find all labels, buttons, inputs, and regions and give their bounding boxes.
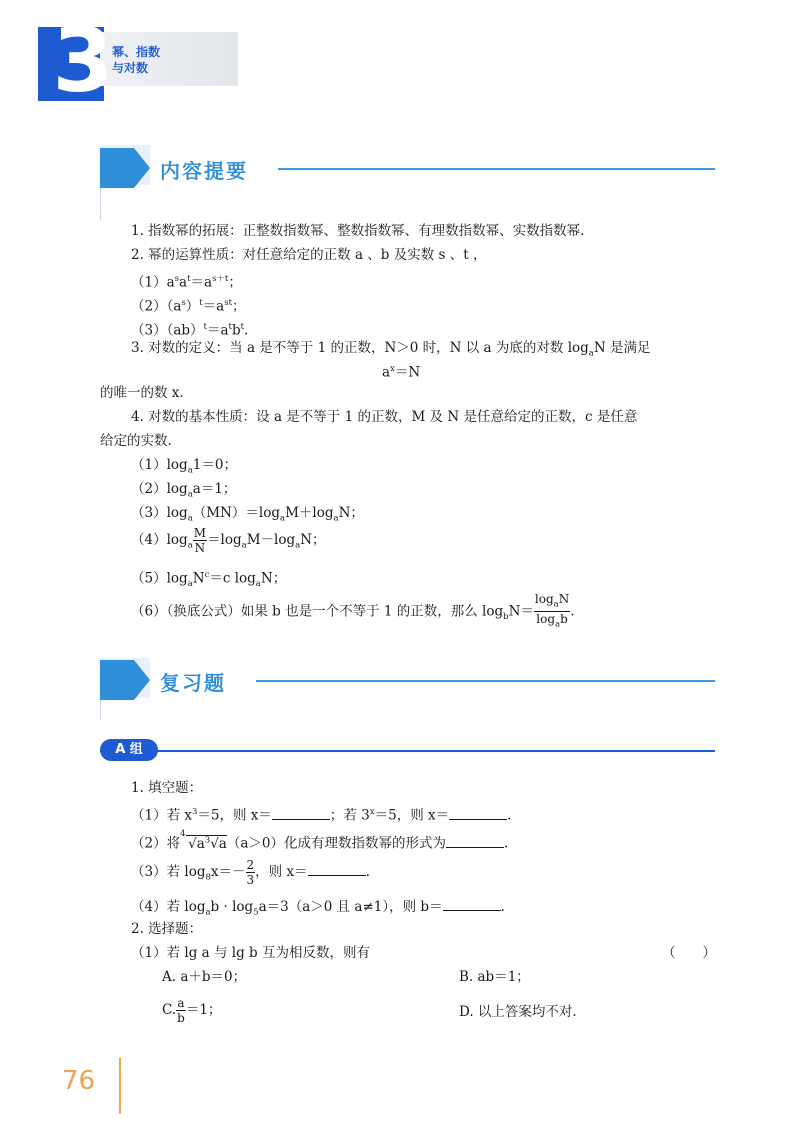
summary-item-2-3: $(3)(ab)^t=a^tb^t$. (131, 322, 249, 339)
group-a-badge: A 组 (100, 739, 158, 761)
property-2: $(2)\log_aa=1$； (131, 481, 237, 500)
question-2-title: 2. 选择题： (131, 921, 203, 937)
summary-line-3: 3. 对数的定义：当 a 是不等于 1 的正数，N＞0 时，N 以 a 为底的对数 $\log_aN$ 是满足 (131, 340, 651, 359)
page-number-bar (119, 1058, 121, 1114)
fraction: $\frac{M}{N}$ (193, 526, 207, 555)
option-d: D. 以上答案均不对. (459, 1004, 577, 1020)
summary-line-4: 4. 对数的基本性质：设 a 是不等于 1 的正数，M 及 N 是任意给定的正数，c 是任意 (131, 409, 638, 425)
section-title-summary: 内容提要 (160, 159, 248, 183)
question-1-title: 1. 填空题： (131, 780, 203, 796)
question-1-2: （2）将 4 $√a^3√a(a>0)$化成有理数指数幂的形式为 . (131, 829, 509, 852)
answer-blank (272, 807, 330, 820)
property-3: $(3)\log_a(MN)=\log_aM+\log_aN$； (131, 505, 364, 524)
summary-item-2-1: $(1)a^sa^t=a^{s+t}$； (131, 274, 242, 291)
section-divider (100, 700, 101, 720)
section-rule (256, 680, 715, 682)
property-4: $(4)\log_a$ $\frac{M}{N}$ $=\log_aM-\log_aN$； (131, 526, 326, 555)
section-divider (100, 188, 101, 220)
property-5: $(5)\log_aN^c=c$ $\log_aN$； (131, 570, 287, 590)
summary-line-2: 2. 幂的运算性质：对任意给定的正数 a 、b 及实数 s 、t ， (131, 247, 487, 263)
log-definition-formula: $a^x=N$ (382, 364, 421, 381)
summary-line-1: 1. 指数幂的拓展：正整数指数幂、整数指数幂、有理数指数幂、实数指数幂. (131, 223, 585, 239)
question-2-1: （1）若 lg a 与 lg b 互为相反数，则有 (131, 945, 370, 961)
chapter-number: 3 (52, 9, 114, 112)
answer-parentheses: （ ） (662, 945, 716, 961)
property-1: $(1)\log_a1=0$； (131, 457, 237, 476)
property-6-change-of-base: （6）（换底公式）如果 b 也是一个不等于 1 的正数，那么 $\log_bN=$ $\frac{\log_aN}{\log_ab}$ . (131, 592, 575, 630)
question-1-3: （3）若 $\log_8x=-$ $\frac{2}{3}$ ，则 x＝ . (131, 858, 370, 887)
chapter-title: 幂、指数 与对数 (112, 45, 161, 75)
summary-line-4-cont: 给定的实数. (100, 433, 172, 449)
fraction: $\frac{2}{3}$ (246, 858, 255, 887)
summary-line-3-cont: 的唯一的数 x. (100, 385, 184, 401)
option-b: B. ab＝1； (459, 969, 530, 985)
answer-blank (443, 898, 501, 911)
answer-blank (449, 807, 507, 820)
answer-blank (446, 835, 504, 848)
group-rule (100, 750, 715, 752)
page-number: 76 (62, 1066, 96, 1096)
option-a: A. a＋b＝0； (162, 969, 247, 985)
fraction: $\frac{\log_aN}{\log_ab}$ (534, 592, 570, 630)
answer-blank (308, 863, 366, 876)
radical-expression: 4 $√a^3√a$ (180, 829, 227, 852)
question-1-4: （4）若 $\log_ab \cdot \log_5a=3(a>0$ 且 a≠1），则 b＝ . (131, 899, 505, 918)
section-arrow-icon (100, 660, 152, 700)
fraction: $\frac{a}{b}$ (177, 996, 185, 1025)
question-1-1: （1）若 $x^3=5$，则 x＝ ；若 $3^x=5$，则 x＝ . (131, 807, 512, 824)
section-title-review: 复习题 (160, 671, 226, 695)
option-c: C. $\frac{a}{b}$ ＝1； (162, 996, 222, 1025)
summary-item-2-2: $(2)(a^s)^t=a^{st}$； (131, 298, 246, 315)
section-arrow-icon (100, 148, 152, 188)
section-rule (278, 168, 715, 170)
